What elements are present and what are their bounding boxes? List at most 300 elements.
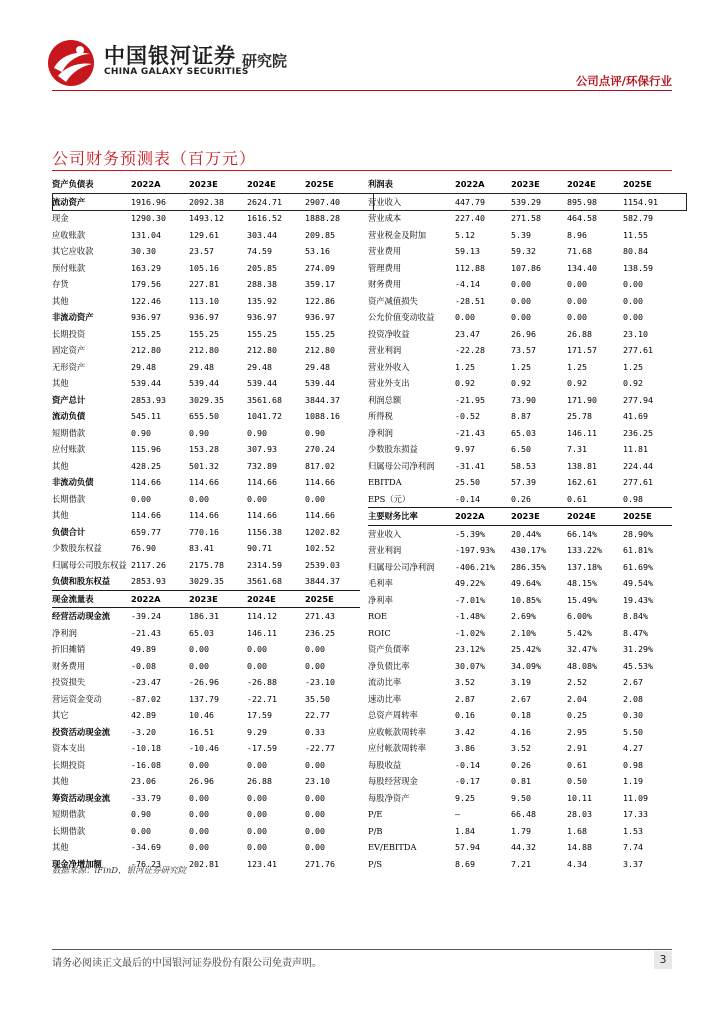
row-label: 其它 [52, 710, 69, 721]
row-label: 应付账款 [52, 444, 86, 455]
row-value: 2.95 [567, 726, 587, 737]
table-row [52, 293, 360, 310]
row-label: 归属母公司净利润 [368, 561, 435, 572]
row-value: 10.85% [511, 594, 541, 605]
table-row [52, 491, 360, 508]
row-value: 163.29 [131, 262, 161, 273]
row-value: 138.81 [567, 460, 597, 471]
row-value: 29.48 [189, 361, 214, 372]
table-row [368, 425, 672, 442]
table-row [52, 806, 360, 823]
table-row [52, 375, 360, 392]
row-value: 0.33 [305, 726, 325, 737]
row-value: 11.55 [623, 229, 648, 240]
row-value: 0.00 [305, 493, 325, 504]
row-value: 817.02 [305, 460, 335, 471]
table-header-row [368, 176, 672, 193]
row-value: 0.00 [131, 493, 151, 504]
highlight-box-current-assets [52, 193, 374, 211]
row-value: 113.10 [189, 295, 219, 306]
row-value: 659.77 [131, 526, 161, 537]
row-label: 应付帐款周转率 [368, 743, 427, 754]
title-divider [52, 170, 672, 171]
row-value: 0.00 [305, 759, 325, 770]
row-value: 0.00 [305, 809, 325, 820]
row-value: 11.81 [623, 444, 648, 455]
row-label: 总资产周转率 [368, 710, 418, 721]
row-value: 288.38 [247, 279, 277, 290]
table-row [368, 441, 672, 458]
table-row [52, 823, 360, 840]
row-label: 长期借款 [52, 493, 86, 504]
row-value: 71.68 [567, 246, 592, 257]
row-value: 28.90% [623, 528, 653, 539]
section-header-label: 主要财务比率 [368, 508, 452, 526]
row-value: 6.50 [511, 444, 531, 455]
row-value: -33.79 [131, 792, 161, 803]
row-label: 利润总额 [368, 394, 402, 405]
row-value: 9.97 [455, 444, 475, 455]
table-row [52, 507, 360, 524]
table-row [368, 342, 672, 359]
row-value: -22.71 [247, 693, 277, 704]
row-value: 2175.78 [189, 559, 224, 570]
row-value: -34.69 [131, 842, 161, 853]
row-value: 936.97 [189, 312, 219, 323]
row-value: 23.12% [455, 644, 485, 655]
row-value: 57.39 [511, 477, 536, 488]
row-value: 0.30 [623, 710, 643, 721]
table-row [52, 573, 360, 590]
row-value: -21.95 [455, 394, 485, 405]
row-value: 1.84 [455, 825, 475, 836]
row-value: 80.84 [623, 246, 648, 257]
table-row [368, 542, 672, 559]
row-value: 0.00 [511, 295, 531, 306]
row-label: EV/EBITDA [368, 842, 417, 853]
row-value: 539.44 [305, 378, 335, 389]
row-value: 2.91 [567, 743, 587, 754]
row-value: 0.90 [131, 809, 151, 820]
year-header: 2023E [186, 176, 244, 193]
row-value: 1916.96 [131, 196, 166, 207]
row-label: 每股经营现金 [368, 776, 418, 787]
row-label: 归属母公司净利润 [368, 460, 435, 471]
table-row [52, 227, 360, 244]
row-value: 0.16 [455, 710, 475, 721]
row-label: 营运资金变动 [52, 693, 102, 704]
row-value: 59.32 [511, 246, 536, 257]
row-value: 131.04 [131, 229, 161, 240]
row-value: 0.00 [189, 792, 209, 803]
row-value: 25.78 [567, 411, 592, 422]
row-label: 资产减值损失 [368, 295, 418, 306]
table-header-row [52, 590, 360, 608]
row-value: 8.87 [511, 411, 531, 422]
row-value: -0.14 [455, 759, 480, 770]
row-value: 112.88 [455, 262, 485, 273]
row-value: 102.52 [305, 543, 335, 554]
row-value: 277.61 [623, 477, 653, 488]
row-value: 2314.59 [247, 559, 282, 570]
table-row [368, 674, 672, 691]
row-label: EPS（元） [368, 493, 411, 504]
row-value: 26.96 [511, 328, 536, 339]
row-value: 3.37 [623, 858, 643, 869]
row-value: 179.56 [131, 279, 161, 290]
row-label: 投资活动现金流 [52, 726, 111, 737]
row-label: 净利润 [52, 627, 77, 638]
row-value: 0.00 [189, 825, 209, 836]
table-row [368, 790, 672, 807]
row-value: 0.90 [305, 427, 325, 438]
row-value: 0.00 [131, 825, 151, 836]
row-value: 65.03 [511, 427, 536, 438]
row-value: 61.69% [623, 561, 653, 572]
row-value: 137.18% [567, 561, 602, 572]
row-value: 31.29% [623, 644, 653, 655]
row-value: 2.67 [623, 677, 643, 688]
row-label: P/B [368, 825, 383, 836]
row-value: 0.90 [189, 427, 209, 438]
row-value: 114.66 [247, 477, 277, 488]
row-value: 155.25 [247, 328, 277, 339]
table-row [52, 557, 360, 574]
row-value: 186.31 [189, 611, 219, 622]
year-header: 2022A [128, 590, 186, 608]
row-value: 770.16 [189, 526, 219, 537]
row-value: 227.81 [189, 279, 219, 290]
row-value: -4.14 [455, 279, 480, 290]
row-label: 财务费用 [368, 279, 402, 290]
row-value: 1888.28 [305, 213, 340, 224]
year-header: 2024E [564, 508, 620, 526]
row-value: 49.22% [455, 578, 485, 589]
row-value: 25.50 [455, 477, 480, 488]
row-value: 2.87 [455, 693, 475, 704]
row-value: -7.01% [455, 594, 485, 605]
row-value: 2117.26 [131, 559, 166, 570]
row-value: 26.88 [247, 776, 272, 787]
year-header: 2024E [244, 176, 302, 193]
row-value: 83.41 [189, 543, 214, 554]
row-value: 2853.93 [131, 394, 166, 405]
table-row [52, 260, 360, 277]
row-value: 2092.38 [189, 196, 224, 207]
table-row [368, 525, 672, 542]
row-label: 营业收入 [368, 196, 402, 207]
table-row [52, 790, 360, 807]
row-label: 非流动负债 [52, 477, 94, 488]
row-value: 428.25 [131, 460, 161, 471]
year-header: 2022A [128, 176, 186, 193]
row-value: 7.21 [511, 858, 531, 869]
page-header [0, 0, 724, 92]
row-value: 8.69 [455, 858, 475, 869]
logo-english-name: CHINA GALAXY SECURITIES [104, 67, 249, 77]
row-value: 48.15% [567, 578, 597, 589]
row-value: 146.11 [567, 427, 597, 438]
row-value: 28.03 [567, 809, 592, 820]
table-row [52, 243, 360, 260]
row-value: 545.11 [131, 411, 161, 422]
row-value: 44.32 [511, 842, 536, 853]
row-value: 59.13 [455, 246, 480, 257]
row-value: 271.76 [305, 858, 335, 869]
row-value: 1.25 [511, 361, 531, 372]
row-value: 271.43 [305, 611, 335, 622]
row-label: 资产总计 [52, 394, 86, 405]
row-label: 无形资产 [52, 361, 86, 372]
year-header: 2025E [620, 176, 672, 193]
row-value: 303.44 [247, 229, 277, 240]
row-value: 57.94 [455, 842, 480, 853]
row-label: 营业成本 [368, 213, 402, 224]
row-value: 49.54% [623, 578, 653, 589]
row-value: 0.00 [455, 312, 475, 323]
table-row [368, 592, 672, 609]
row-value: 26.88 [567, 328, 592, 339]
table-row [368, 243, 672, 260]
row-label: 营业外支出 [368, 378, 410, 389]
row-value: 30.07% [455, 660, 485, 671]
row-label: 营业费用 [368, 246, 402, 257]
row-label: 归属母公司股东权益 [52, 559, 127, 570]
row-value: 155.25 [305, 328, 335, 339]
row-value: 0.00 [623, 295, 643, 306]
year-header: 2025E [302, 590, 360, 608]
row-value: 29.48 [247, 361, 272, 372]
row-value: 61.81% [623, 545, 653, 556]
table-row [52, 608, 360, 625]
logo-institute: 研究院 [242, 52, 288, 70]
row-value: -5.39% [455, 528, 485, 539]
row-value: 205.85 [247, 262, 277, 273]
row-value: 7.74 [623, 842, 643, 853]
row-value: 114.12 [247, 611, 277, 622]
row-value: 3.86 [455, 743, 475, 754]
row-value: 430.17% [511, 545, 546, 556]
table-row [52, 474, 360, 491]
row-label: 非流动资产 [52, 312, 94, 323]
table-row [52, 458, 360, 475]
row-value: 122.86 [305, 295, 335, 306]
row-value: 0.50 [567, 776, 587, 787]
row-value: 539.44 [189, 378, 219, 389]
row-value: 135.92 [247, 295, 277, 306]
row-value: 1.25 [455, 361, 475, 372]
table-row [368, 608, 672, 625]
row-value: 49.89 [131, 644, 156, 655]
table-row [52, 210, 360, 227]
row-value: -0.17 [455, 776, 480, 787]
row-value: 655.50 [189, 411, 219, 422]
row-label: 其他 [52, 510, 69, 521]
row-value: 32.47% [567, 644, 597, 655]
table-row [368, 625, 672, 642]
row-value: 35.50 [305, 693, 330, 704]
row-value: 137.79 [189, 693, 219, 704]
table-row [368, 691, 672, 708]
row-value: 107.86 [511, 262, 541, 273]
row-value: 3844.37 [305, 576, 340, 587]
row-value: 271.58 [511, 213, 541, 224]
row-value: 1154.91 [623, 196, 658, 207]
row-value: 270.24 [305, 444, 335, 455]
table-row [368, 210, 672, 227]
row-label: P/S [368, 858, 383, 869]
row-value: 8.47% [623, 627, 648, 638]
table-row [52, 641, 360, 658]
row-value: 0.00 [247, 759, 267, 770]
row-value: 22.77 [305, 710, 330, 721]
row-value: 42.89 [131, 710, 156, 721]
row-value: 307.93 [247, 444, 277, 455]
row-label: 其他 [52, 842, 69, 853]
row-value: 114.66 [131, 477, 161, 488]
row-value: 23.06 [131, 776, 156, 787]
row-value: 2539.03 [305, 559, 340, 570]
row-value: 3561.68 [247, 576, 282, 587]
row-value: 212.80 [131, 345, 161, 356]
year-header: 2022A [452, 176, 508, 193]
row-label: 长期借款 [52, 825, 86, 836]
row-value: 171.90 [567, 394, 597, 405]
row-value: 153.28 [189, 444, 219, 455]
footer-divider [52, 949, 672, 950]
row-value: -23.10 [305, 677, 335, 688]
row-value: 0.00 [189, 759, 209, 770]
row-value: 0.00 [305, 825, 325, 836]
row-value: 73.90 [511, 394, 536, 405]
table-row [368, 724, 672, 741]
row-value: 1088.16 [305, 411, 340, 422]
row-value: 1290.30 [131, 213, 166, 224]
row-value: 0.00 [189, 644, 209, 655]
section-title: 公司财务预测表（百万元） [52, 149, 257, 168]
row-label: 速动比率 [368, 693, 402, 704]
row-value: 0.98 [623, 493, 643, 504]
row-label: 资产负债率 [368, 644, 410, 655]
row-value: 0.00 [189, 660, 209, 671]
row-value: 1156.38 [247, 526, 282, 537]
row-value: 0.00 [511, 312, 531, 323]
row-value: -26.96 [189, 677, 219, 688]
row-label: 少数股东损益 [368, 444, 418, 455]
row-value: 0.00 [247, 825, 267, 836]
row-label: P/E [368, 809, 383, 820]
table-row [52, 326, 360, 343]
row-value: 9.50 [511, 792, 531, 803]
row-value: 0.00 [189, 809, 209, 820]
row-value: 41.69 [623, 411, 648, 422]
table-row [52, 773, 360, 790]
row-value: 8.84% [623, 611, 648, 622]
section-header-label: 利润表 [368, 176, 452, 193]
row-value: 1.25 [623, 361, 643, 372]
table-row [52, 524, 360, 541]
row-value: 16.51 [189, 726, 214, 737]
year-header: 2025E [620, 508, 672, 526]
row-value: 277.61 [623, 345, 653, 356]
row-label: 净负债比率 [368, 660, 410, 671]
row-value: 15.49% [567, 594, 597, 605]
table-row [368, 309, 672, 326]
row-value: 2907.40 [305, 196, 340, 207]
row-value: 0.00 [623, 279, 643, 290]
footer-disclaimer: 请务必阅读正文最后的中国银河证券股份有限公司免责声明。 [52, 958, 322, 969]
row-value: 3.42 [455, 726, 475, 737]
table-row [52, 425, 360, 442]
row-label: 营业利润 [368, 545, 402, 556]
row-value: 212.80 [305, 345, 335, 356]
row-value: 0.00 [189, 493, 209, 504]
row-label: 营业收入 [368, 528, 402, 539]
row-value: 209.85 [305, 229, 335, 240]
row-value: 49.64% [511, 578, 541, 589]
row-value: 6.00% [567, 611, 592, 622]
row-value: 3.19 [511, 677, 531, 688]
row-value: 539.44 [131, 378, 161, 389]
table-row [52, 724, 360, 741]
row-value: 1202.82 [305, 526, 340, 537]
row-value: 146.11 [247, 627, 277, 638]
row-value: 155.25 [189, 328, 219, 339]
row-value: 0.81 [511, 776, 531, 787]
row-label: 营业利润 [368, 345, 402, 356]
row-value: 25.42% [511, 644, 541, 655]
row-value: 1616.52 [247, 213, 282, 224]
row-value: 0.00 [623, 312, 643, 323]
row-label: 短期借款 [52, 427, 86, 438]
row-value: 0.00 [567, 295, 587, 306]
row-value: 0.00 [189, 842, 209, 853]
table-row [368, 856, 672, 873]
row-value: 0.00 [247, 660, 267, 671]
row-value: -39.24 [131, 611, 161, 622]
table-row [368, 392, 672, 409]
row-value: — [455, 809, 460, 820]
row-value: 5.50 [623, 726, 643, 737]
row-value: 3561.68 [247, 394, 282, 405]
table-row [52, 441, 360, 458]
row-label: 每股收益 [368, 759, 402, 770]
row-label: 现金 [52, 213, 69, 224]
row-value: 0.92 [455, 378, 475, 389]
table-row [368, 375, 672, 392]
row-label: 投资损失 [52, 677, 86, 688]
row-value: 582.79 [623, 213, 653, 224]
row-value: 23.10 [623, 328, 648, 339]
row-value: -23.47 [131, 677, 161, 688]
row-label: 少数股东权益 [52, 543, 102, 554]
row-value: 732.89 [247, 460, 277, 471]
row-value: 936.97 [131, 312, 161, 323]
source-note: 数据来源：iFinD，银河证券研究院 [52, 866, 187, 876]
row-value: 19.43% [623, 594, 653, 605]
table-header-row [368, 508, 672, 526]
table-row [52, 392, 360, 409]
row-value: 58.53 [511, 460, 536, 471]
row-value: 0.26 [511, 493, 531, 504]
row-value: 212.80 [189, 345, 219, 356]
page-number: 3 [654, 951, 672, 969]
row-label: 所得税 [368, 411, 393, 422]
year-header: 2025E [302, 176, 360, 193]
row-value: 114.66 [305, 510, 335, 521]
row-value: 5.42% [567, 627, 592, 638]
table-row [52, 309, 360, 326]
